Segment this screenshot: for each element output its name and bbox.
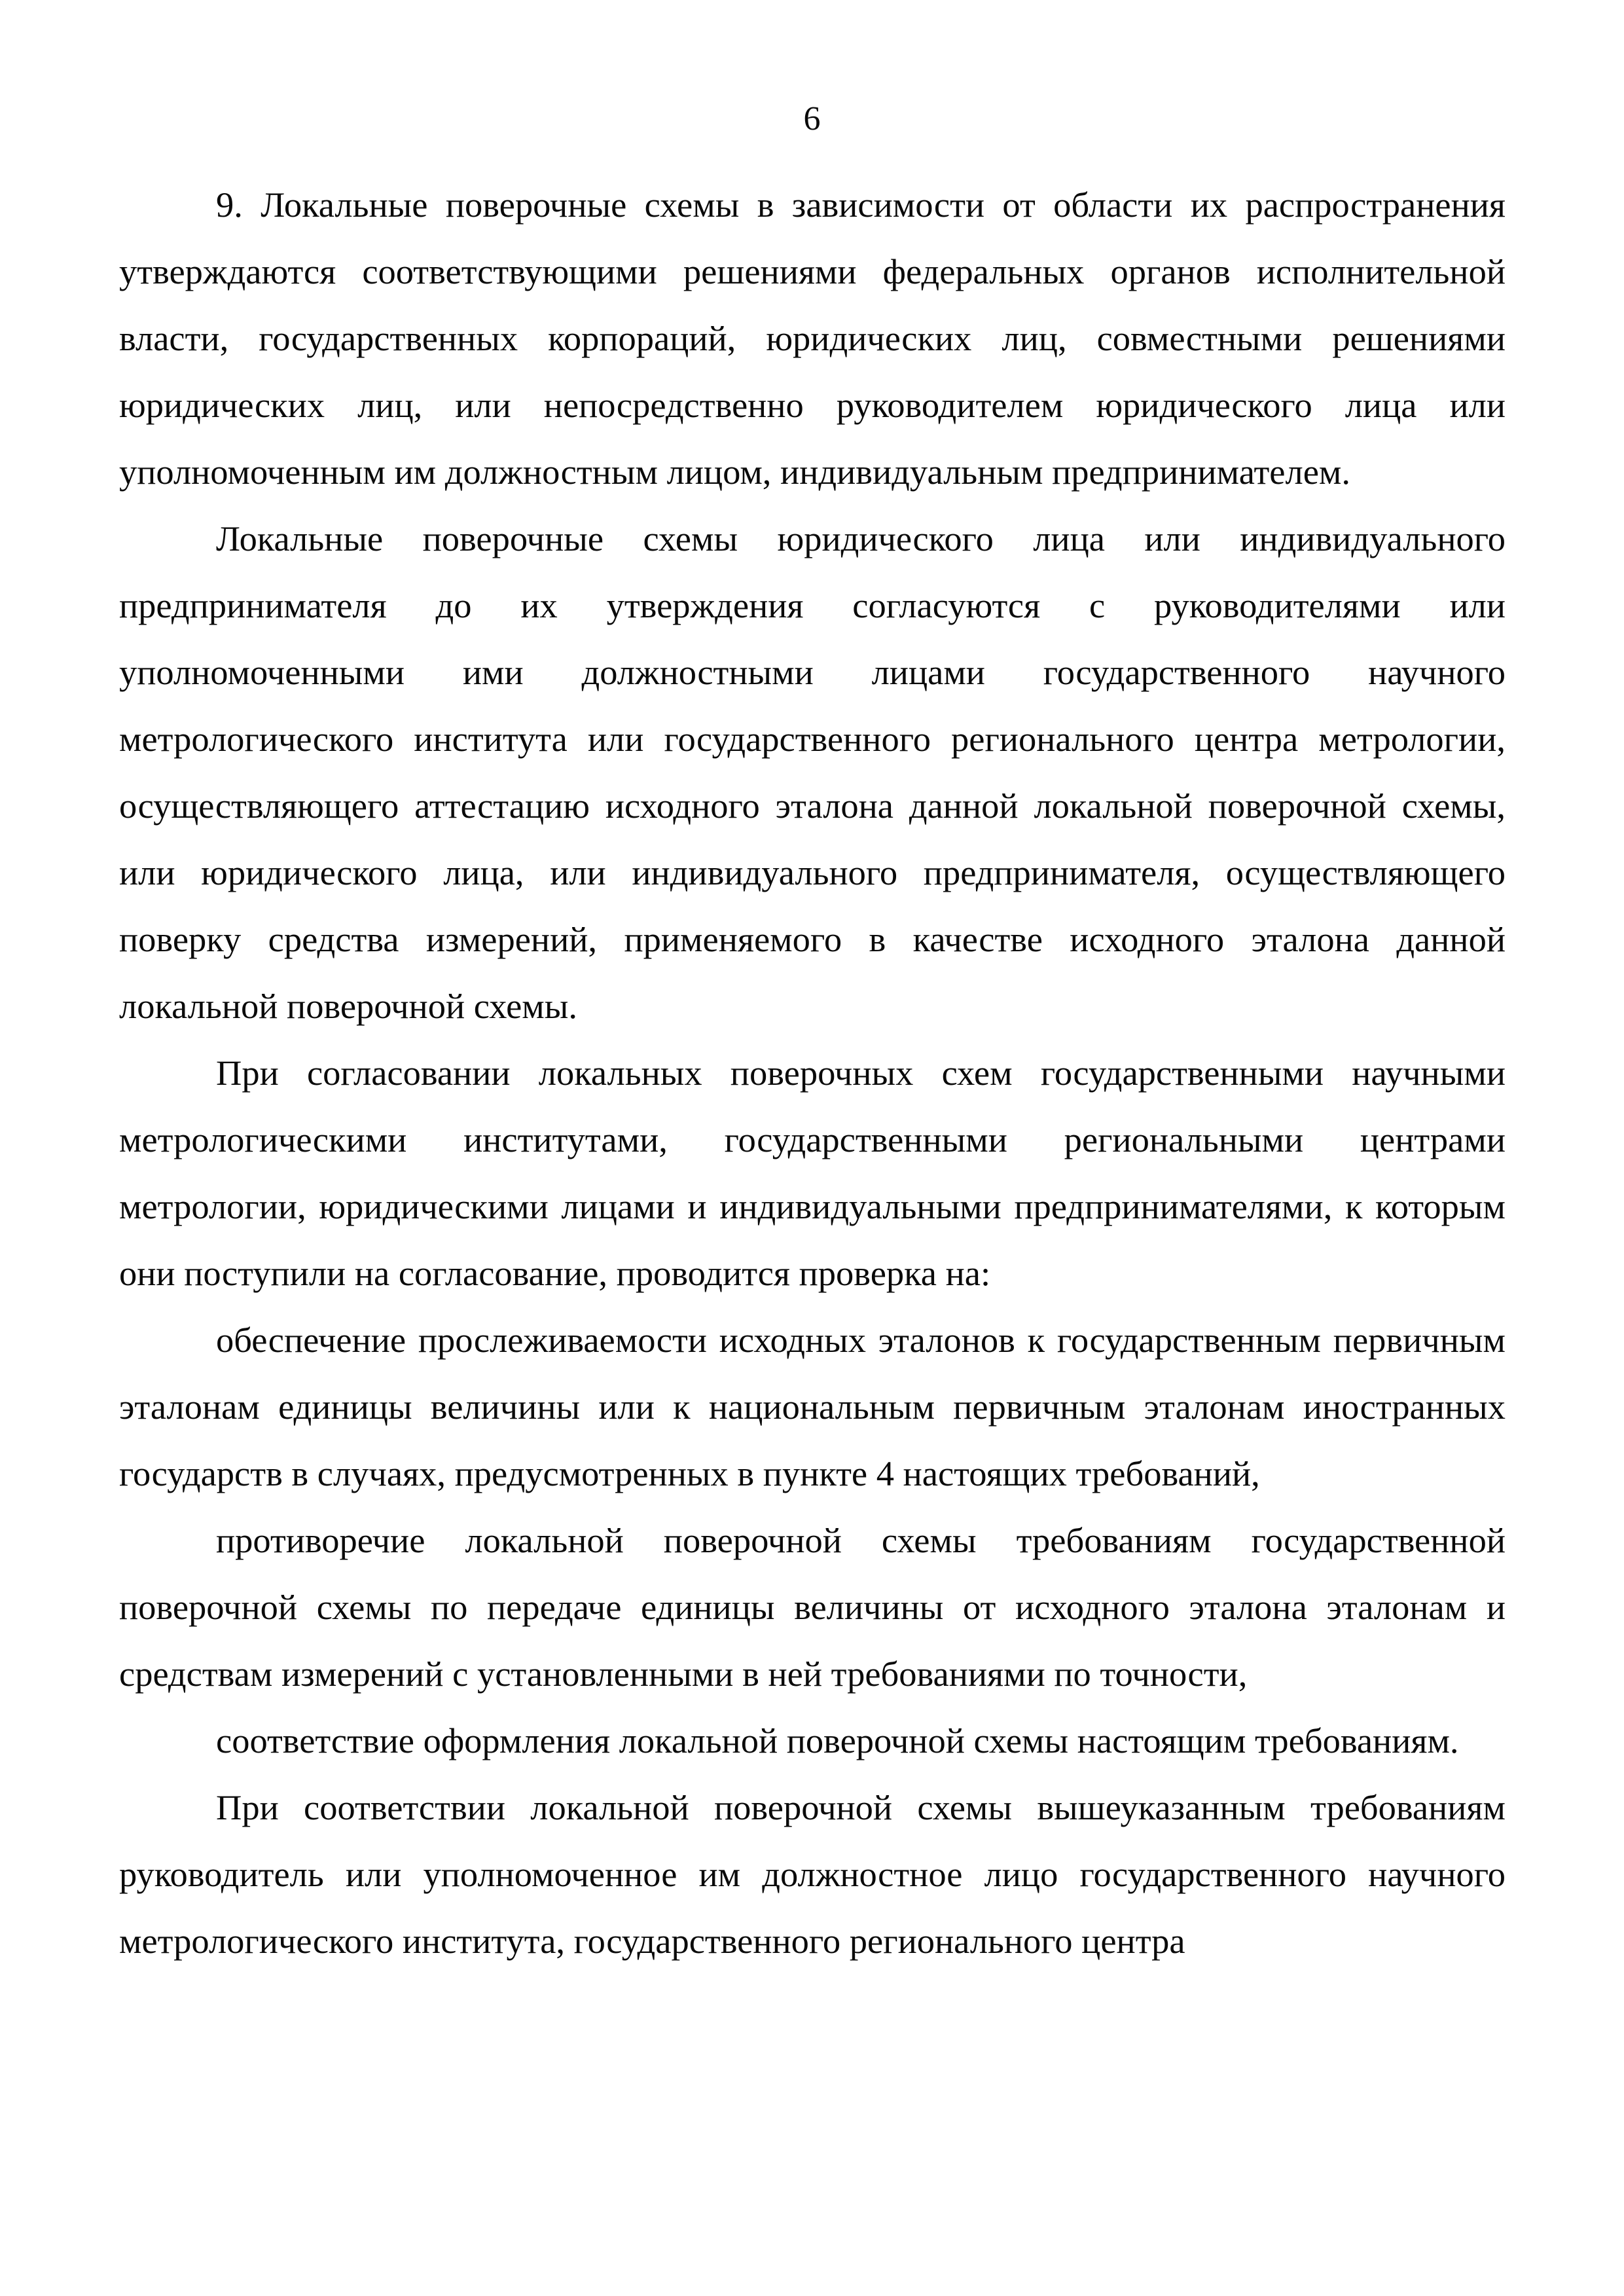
document-body — [119, 172, 1506, 1975]
paragraph-approval: 9. Локальные поверочные схемы в зависимости от области их распространения утверждаются соответствующими решениями федеральных органов исполнительной власти, государственных корпораций, юридических лиц, совместными решениями юридических лиц, или непосредственно руководителем юридического лица или уполномоченным им должностным лицом, индивидуальным предпринимателем. — [119, 185, 1506, 492]
paragraph-conformity: При соответствии локальной поверочной схемы вышеуказанным требованиям руководитель или уполномоченное им должностное лицо государственного научного метрологического института, государственного регионального центра — [119, 1787, 1506, 1961]
paragraph-traceability: обеспечение прослеживаемости исходных эталонов к государственным первичным эталонам единицы величины или к национальным первичным эталонам иностранных государств в случаях, предусмотренных в пункте 4 настоящих требований, — [119, 1320, 1506, 1493]
page-number: 6 — [803, 100, 821, 137]
paragraph-verification-intro: При согласовании локальных поверочных схем государственными научными метрологическими институтами, государственными региональными центрами метрологии, юридическими лицами и индивидуальными предпринимателями, к которым они поступили на согласование, проводится проверка на: — [119, 1053, 1506, 1293]
paragraph-coordination: Локальные поверочные схемы юридического лица или индивидуального предпринимателя до их утверждения согласуются с руководителями или уполномоченными ими должностными лицами государственного научного метрологического института или государственного регионального центра метрологии, осуществляющего аттестацию исходного эталона данной локальной поверочной схемы, или юридического лица, или индивидуального предпринимателя, осуществляющего поверку средства измерений, применяемого в качестве исходного эталона данной локальной поверочной схемы. — [119, 519, 1506, 1026]
paragraph-compliance: соответствие оформления локальной поверочной схемы настоящим требованиям. — [216, 1721, 1459, 1760]
paragraph-contradiction: противоречие локальной поверочной схемы требованиям государственной поверочной схемы по передаче единицы величины от исходного эталона эталонам и средствам измерений с установленными в ней требованиями по точности, — [119, 1520, 1506, 1694]
